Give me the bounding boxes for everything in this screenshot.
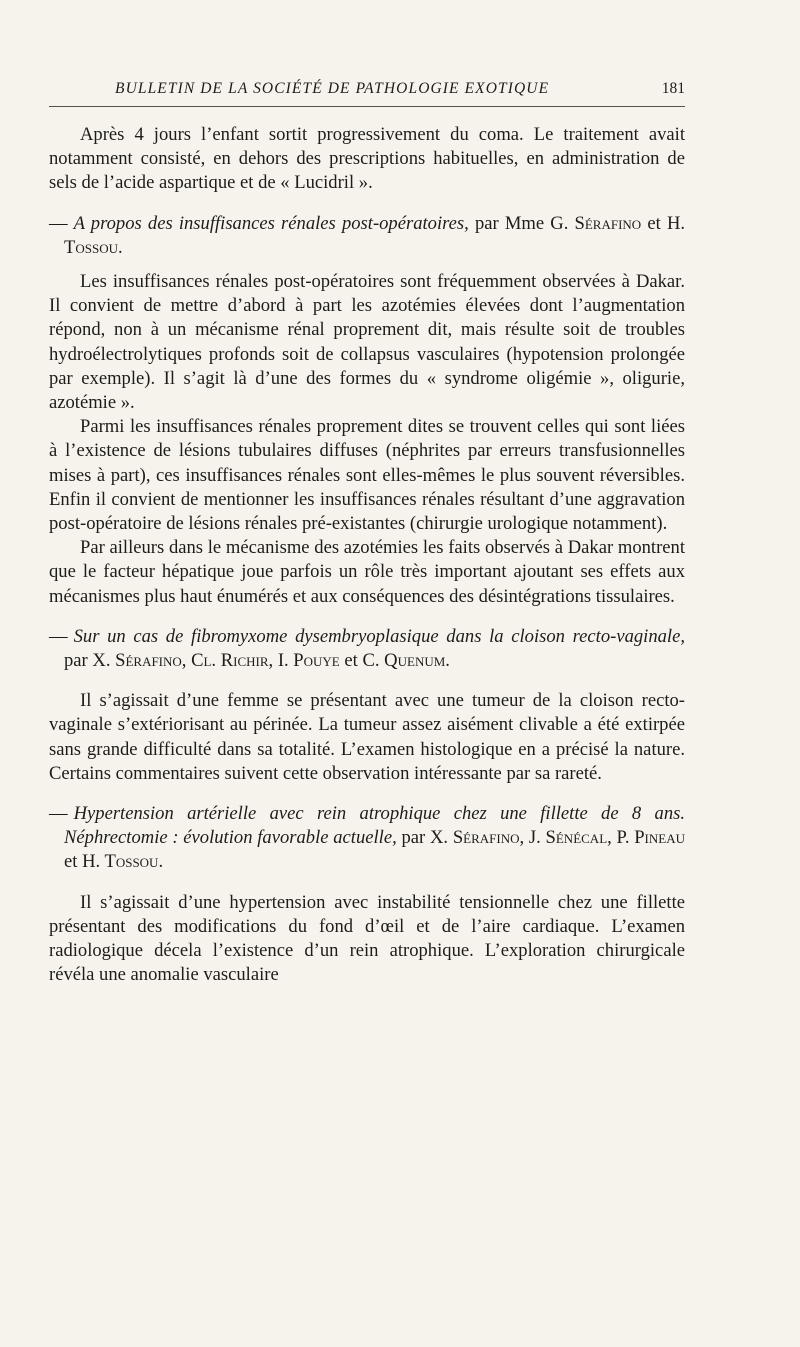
entry-end: . bbox=[158, 851, 164, 873]
entry-by: par bbox=[64, 650, 93, 672]
paragraph-azotemies-hepatique: Par ailleurs dans le mécanisme des azotémies les faits observés à Dakar montrent que le facteur hépatique joue parfois un rôle très important ajoutant ses effets aux mécanismes plus haut énumérés et aux conséquences des désintégrations tissulaires. bbox=[49, 537, 685, 607]
communication-entry-insuffisances-renales bbox=[49, 212, 685, 260]
entry-by: par bbox=[396, 827, 430, 849]
entry-and: et bbox=[641, 212, 667, 234]
communication-entry-fibromyxome bbox=[49, 625, 685, 673]
entry-and: et bbox=[339, 650, 363, 672]
paragraph-coma-recovery: Après 4 jours l’enfant sortit progressivement du coma. Le traitement avait notamment consisté, en dehors des prescriptions habituelles, en administration de sels de l’acide aspartique et de « Lucidril ». bbox=[49, 124, 685, 194]
entry-author-last: C. Quenum bbox=[362, 650, 446, 672]
entry-dash: — bbox=[49, 625, 68, 647]
entry-title: A propos des insuffisances rénales post-opératoires, bbox=[73, 212, 469, 234]
running-header bbox=[49, 70, 685, 107]
entry-and: et bbox=[64, 851, 83, 873]
paragraph-hypertension-fillette: Il s’agissait d’une hypertension avec instabilité tensionnelle chez une fillette présentant des modifications du fond d’œil et de l’aire cardiaque. L’examen radiologique décela l’existence d’un rein atrophique. L’exploration chirurgicale révéla une anomalie vasculaire bbox=[49, 891, 685, 986]
running-title: BULLETIN DE LA SOCIÉTÉ DE PATHOLOGIE EXOTIQUE bbox=[115, 80, 550, 97]
entry-authors: G. Sérafino bbox=[550, 212, 642, 234]
entry-by: par Mme bbox=[468, 212, 551, 234]
page-number: 181 bbox=[661, 80, 685, 97]
entry-authors: X. Sérafino, J. Sénécal, P. Pineau bbox=[430, 827, 685, 849]
entry-title: Hypertension artérielle avec rein atrophique chez une fillette de 8 ans. Néphrectomie : évolution favorable actuelle, bbox=[64, 803, 685, 849]
entry-title: Sur un cas de fibromyxome dysembryoplasique dans la cloison recto-vaginale, bbox=[73, 625, 685, 647]
journal-page bbox=[49, 70, 685, 988]
paragraph-insuffisances-dakar: Les insuffisances rénales post-opératoires sont fréquemment observées à Dakar. Il convient de mettre d’abord à part les azotémies élevées dont l’augmentation répond, non à un mécanisme rénal proprement dit, mais résulte soit de troubles hydroélectrolytiques profonds soit de collapsus vasculaires (hypotension prolongée par exemple). Il s’agit là d’une des formes du « syndrome oligémie », oligurie, azotémie ». bbox=[49, 271, 685, 414]
entry-end: . bbox=[445, 650, 450, 672]
paragraph-tumeur-recto-vaginale: Il s’agissait d’une femme se présentant avec une tumeur de la cloison recto-vaginale s’extériorisant au périnée. La tumeur assez aisément clivable a été extirpée sans grande difficulté dans sa totalité. L’examen histologique en a précisé la nature. Certains commentaires suivent cette observation intéressante par sa rareté. bbox=[49, 690, 685, 784]
entry-dash: — bbox=[49, 212, 68, 234]
entry-author-last: H. Tossou bbox=[64, 212, 686, 258]
paragraph-insuffisances-proprement-dites: Parmi les insuffisances rénales proprement dites se trouvent celles qui sont liées à l’existence de lésions tubulaires diffuses (néphrites par erreurs transfusionnelles mises à part), ces insuffisances rénales sont elles-mêmes le plus souvent réversibles. Enfin il convient de mentionner les insuffisances rénales résultant d’une aggravation post-opératoire de lésions rénales pré-existantes (chirurgie urologique notamment). bbox=[49, 416, 685, 535]
entry-end: . bbox=[117, 236, 123, 258]
entry-author-last: H. Tossou bbox=[82, 851, 159, 873]
entry-dash: — bbox=[49, 803, 68, 825]
page-body bbox=[49, 123, 685, 988]
communication-entry-hypertension bbox=[49, 802, 685, 875]
entry-authors: X. Sérafino, Cl. Richir, I. Pouye bbox=[92, 650, 340, 672]
